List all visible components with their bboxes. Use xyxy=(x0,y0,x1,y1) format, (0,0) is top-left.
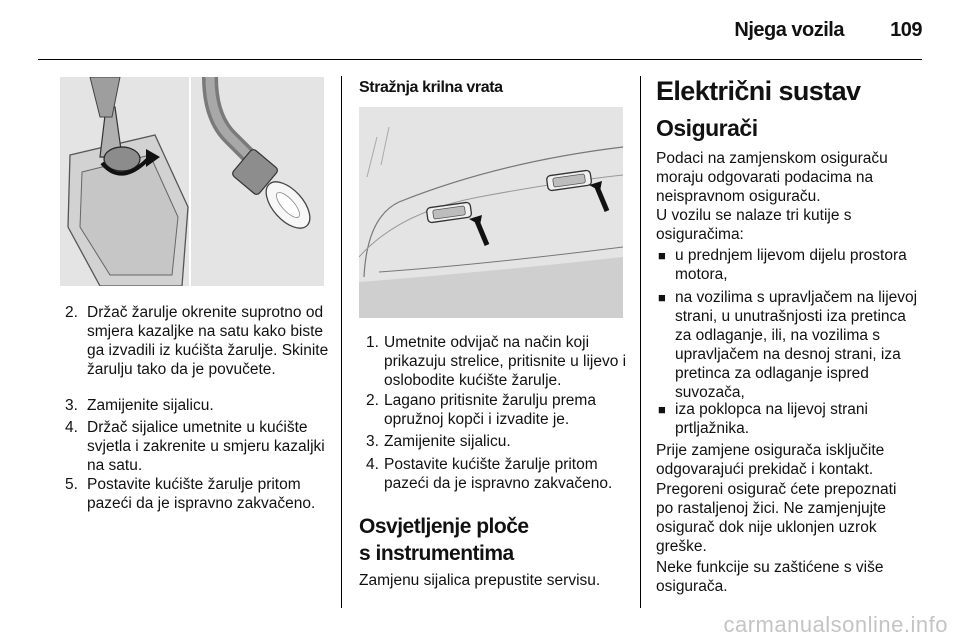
fuse-paragraph: Prije zamjene osigurača isključite odgovarajući prekidač i kontakt. xyxy=(656,442,885,478)
col2-step-text: Lagano pritisnite žarulju prema opružnoj kopči i izvadite je. xyxy=(384,392,596,428)
watermark: carmanualsonline.info xyxy=(723,612,948,637)
bulb-holder-figure xyxy=(60,77,324,286)
col1-step-number: 4. xyxy=(65,419,78,436)
bullet-square-icon: ■ xyxy=(658,290,666,305)
col2-step-number: 3. xyxy=(366,433,379,450)
column-divider-left xyxy=(341,76,342,608)
tailgate-lights-figure xyxy=(359,107,623,318)
header-rule xyxy=(38,59,922,60)
col2-step-number: 2. xyxy=(366,392,379,409)
col1-step-text: Držač žarulje okrenite suprotno od smjera kazaljke na satu kako biste ga izvadili iz kućišta žarulje. Skinite žarulju tako da je povučete. xyxy=(87,304,329,378)
heading-line: s instrumentima xyxy=(359,542,514,565)
fuse-box-location xyxy=(658,288,922,402)
col1-step xyxy=(65,396,335,415)
section-heading: Stražnja krilna vrata xyxy=(359,79,503,96)
heading-line: Osvjetljenje ploče xyxy=(359,515,529,538)
fuse-boxes-intro: U vozilu se nalaze tri kutije s osiguračima: xyxy=(656,207,852,243)
page-header xyxy=(0,0,960,60)
chapter-heading: Električni sustav xyxy=(656,76,861,106)
fuse-box-location-text: u prednjem lijevom dijelu prostora motora, xyxy=(675,247,907,283)
col1-step-text: Zamijenite sijalicu. xyxy=(87,397,214,414)
fuse-paragraph: Pregoreni osigurač ćete prepoznati po rastaljenoj žici. Ne zamjenjujte osigurač dok nije uklonjen uzrok greške. xyxy=(656,481,897,555)
bulb-holder-illustration xyxy=(60,77,324,286)
col2-step xyxy=(366,391,630,429)
col1-step-text: Držač sijalice umetnite u kućište svjetla i zakrenite u smjeru kazaljki na satu. xyxy=(87,419,325,474)
col2-step xyxy=(366,333,630,390)
col2-step xyxy=(366,432,630,451)
col1-step-number: 3. xyxy=(65,397,78,414)
column-divider-right xyxy=(640,76,641,608)
page-number: 109 xyxy=(890,19,922,41)
col1-step xyxy=(65,303,335,379)
col2-step-text: Postavite kućište žarulje pritom pazeći da je ispravno zakvačeno. xyxy=(384,456,613,492)
fuse-paragraph: Neke funkcije su zaštićene s više osigurača. xyxy=(656,559,884,595)
fuse-box-location xyxy=(658,400,922,438)
col2-step-number: 1. xyxy=(366,334,379,351)
fuse-box-location xyxy=(658,246,922,284)
col2-step-number: 4. xyxy=(366,456,379,473)
fuse-box-location-text: iza poklopca na lijevoj strani prtljažnika. xyxy=(675,401,868,437)
fuses-heading: Osigurači xyxy=(656,115,758,141)
col1-step-text: Postavite kućište žarulje pritom pazeći da je ispravno zakvačeno. xyxy=(87,476,316,512)
col2-step-text: Umetnite odvijač na način koji prikazuju strelice, pritisnite u lijevo i oslobodite kućište žarulje. xyxy=(384,334,627,389)
service-note: Zamjenu sijalica prepustite servisu. xyxy=(359,572,601,589)
col1-step-number: 2. xyxy=(65,304,78,321)
col1-step xyxy=(65,418,335,475)
section-heading-instrument-lighting xyxy=(359,513,529,567)
tailgate-lights-illustration xyxy=(359,107,623,318)
col1-step-number: 5. xyxy=(65,476,78,493)
bullet-square-icon: ■ xyxy=(658,402,666,417)
col2-step-text: Zamijenite sijalicu. xyxy=(384,433,511,450)
col1-step xyxy=(65,475,335,513)
fuses-intro: Podaci na zamjenskom osiguraču moraju odgovarati podacima na neispravnom osiguraču. xyxy=(656,150,888,205)
page-title: Njega vozila xyxy=(734,19,844,41)
col2-step xyxy=(366,455,630,493)
fuse-box-location-text: na vozilima s upravljačem na lijevoj strani, u unutrašnjosti iza pretinca za odlaganje, ili, na vozilima s upravljačem na desnoj strani, iza pretinca za odlaganje ispred suvozača, xyxy=(675,289,918,401)
bullet-square-icon: ■ xyxy=(658,248,666,263)
